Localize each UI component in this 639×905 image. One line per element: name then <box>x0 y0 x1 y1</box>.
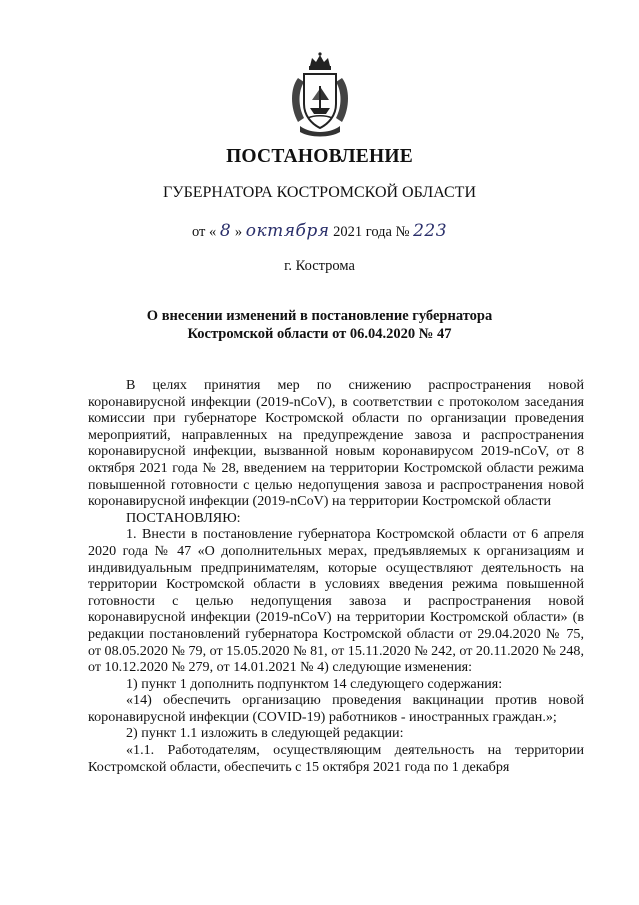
title-line-1: О внесении изменений в постановление губернатора <box>146 308 493 324</box>
handwritten-month: октября <box>245 221 330 241</box>
item-1-paragraph: 1. Внести в постановление губернатора Костромской области от 6 апреля 2020 года № 47 «О дополнительных мерах, предъявляемых к организациям и индивидуальным предпринимателям, которые осуществляют деятельность на территории Костромской области в условиях введения режима повышенной готовности с целью недопущения завоза и распространения новой коронавирусной инфекции (2019-nCoV) на территории Костромской области» (в редакции постановлений губернатора Костромской области от 29.04.2020 № 75, от 08.05.2020 № 79, от 15.05.2020 № 81, от 15.11.2020 № 242, от 20.11.2020 № 248, от 10.12.2020 № 279, от 14.01.2021 № 4) следующие изменения: <box>88 526 584 676</box>
item-1-1-paragraph: «1.1. Работодателям, осуществляющим деятельность на территории Костромской области, обеспечить с 15 октября 2021 года по 1 декабря <box>88 742 584 775</box>
date-number-line <box>60 221 579 241</box>
date-mid: » <box>234 224 243 240</box>
subitem-1-paragraph: 1) пункт 1 дополнить подпунктом 14 следующего содержания: <box>126 675 503 692</box>
resolve-paragraph: ПОСТАНОВЛЯЮ: <box>126 509 241 526</box>
document-title <box>60 307 579 343</box>
date-prefix: от « <box>191 224 217 240</box>
city-line: г. Кострома <box>284 258 355 274</box>
document-body <box>88 377 584 775</box>
coat-of-arms-emblem <box>284 52 356 140</box>
title-line-2: Костромской области от 06.04.2020 № 47 <box>187 326 452 342</box>
handwritten-number: 223 <box>413 221 448 241</box>
subitem-2-paragraph: 2) пункт 1.1 изложить в следующей редакции: <box>126 725 404 742</box>
year-and-number-label: 2021 года № <box>333 224 410 240</box>
handwritten-day: 8 <box>219 221 232 241</box>
document-type-heading: ПОСТАНОВЛЕНИЕ <box>226 146 413 167</box>
preamble-paragraph: В целях принятия мер по снижению распространения новой коронавирусной инфекции (2019-nCoV), в соответствии с протоколом заседания комиссии при губернаторе Костромской области по организации проведения мероприятий, направленных на предупреждение завоза и распространения коронавирусной инфекции, вызванной новым коронавирусом 2019-nCoV, от 8 октября 2021 года № 28, введением на территории Костромской области режима повышенной готовности с целью недопущения завоза и распространения новой коронавирусной инфекции (2019-nCoV) на территории Костромской области <box>88 377 584 510</box>
subitem-14-paragraph: «14) обеспечить организацию проведения вакцинации против новой коронавирусной инфекции (COVID-19) работников - иностранных граждан.»; <box>88 692 584 725</box>
issuer-heading: ГУБЕРНАТОРА КОСТРОМСКОЙ ОБЛАСТИ <box>162 184 476 201</box>
